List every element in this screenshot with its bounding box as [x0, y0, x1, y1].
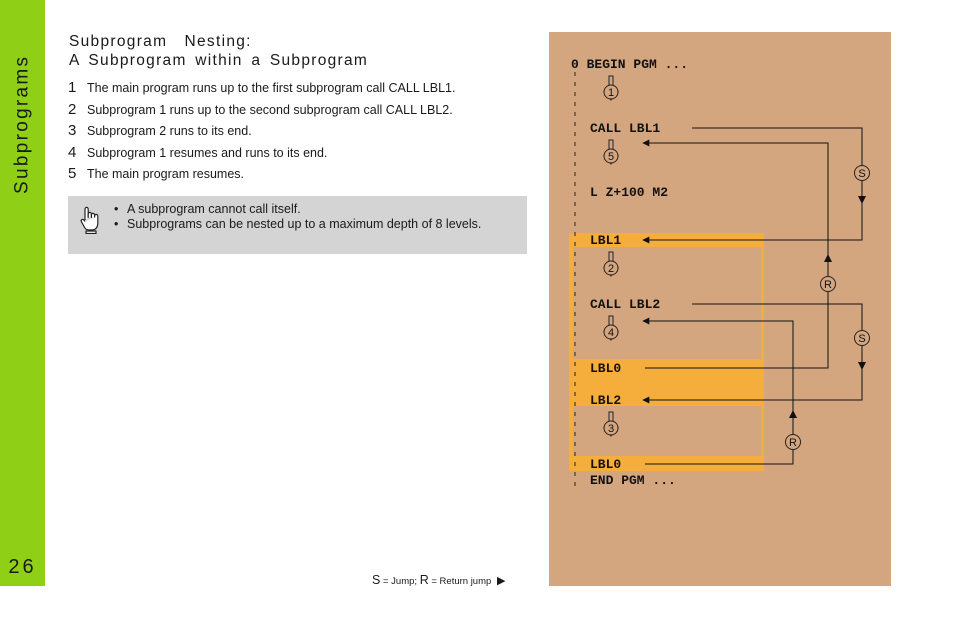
step-text: The main program resumes.: [87, 167, 245, 181]
section-heading: [69, 32, 368, 70]
step-text: Subprogram 1 runs up to the second subprogram call CALL LBL2.: [87, 102, 453, 117]
note-bullet: • Subprograms can be nested up to a maximum depth of 8 levels.: [114, 217, 481, 232]
return-marker: R: [789, 437, 797, 449]
program-line-lbl0: LBL0: [590, 457, 622, 472]
program-line-call-lbl2: CALL LBL2: [590, 297, 661, 312]
program-line-begin: 0 BEGIN PGM ...: [571, 57, 689, 72]
chapter-title: Subprograms: [11, 54, 33, 194]
program-flow-diagram: [549, 32, 891, 586]
up-triangle-icon: [824, 254, 832, 262]
step-marker: 4: [607, 327, 615, 339]
step-number: 2: [68, 100, 77, 118]
step-item: [68, 79, 455, 101]
note-bullet: • A subprogram cannot call itself.: [114, 202, 481, 217]
legend-s-key: S: [372, 573, 381, 587]
step-item: [68, 165, 455, 187]
jump-marker: S: [858, 333, 866, 345]
legend-s-text: = Jump;: [382, 576, 418, 587]
sidebar: [0, 0, 45, 586]
heading-line-1: Subprogram Nesting:: [69, 33, 252, 50]
program-line-lz: L Z+100 M2: [590, 185, 669, 200]
page-number: 26: [8, 556, 37, 578]
subprogram-2-inner: [573, 406, 761, 456]
program-line-lbl1: LBL1: [590, 233, 622, 248]
step-text: Subprogram 2 runs to its end.: [87, 124, 252, 138]
step-number: 3: [68, 122, 77, 139]
step-list: [68, 79, 455, 187]
step-marker: 3: [607, 423, 615, 435]
step-marker: 1: [607, 87, 615, 99]
step-number: 4: [68, 143, 77, 161]
note-bullets: [114, 202, 481, 232]
step-item: [68, 122, 455, 144]
right-triangle-icon: ▶: [496, 575, 506, 587]
program-line-call-lbl1: CALL LBL1: [590, 121, 661, 136]
step-marker: 2: [607, 263, 615, 275]
step-number: 1: [68, 79, 77, 96]
legend-r-key: R: [419, 573, 429, 587]
jump-arrow-call-lbl1: [643, 128, 862, 240]
program-line-lbl0: LBL0: [590, 361, 622, 376]
down-triangle-icon: [858, 196, 866, 204]
program-line-lbl2: LBL2: [590, 393, 622, 408]
step-item: [68, 101, 455, 123]
legend: [372, 573, 505, 587]
return-marker: R: [824, 279, 832, 291]
step-number: 5: [68, 165, 77, 182]
jump-marker: S: [858, 168, 866, 180]
heading-line-2: A Subprogram within a Subprogram: [69, 52, 369, 69]
program-line-end: END PGM ...: [590, 473, 676, 488]
step-text: Subprogram 1 resumes and runs to its end.: [87, 145, 328, 160]
pointing-hand-icon: [79, 204, 103, 234]
step-text: The main program runs up to the first subprogram call CALL LBL1.: [87, 81, 456, 95]
up-triangle-icon: [789, 410, 797, 418]
step-marker: 5: [607, 151, 615, 163]
step-item: [68, 144, 455, 166]
legend-r-text: = Return jump: [431, 576, 492, 587]
note-box: [68, 196, 527, 254]
down-triangle-icon: [858, 362, 866, 370]
